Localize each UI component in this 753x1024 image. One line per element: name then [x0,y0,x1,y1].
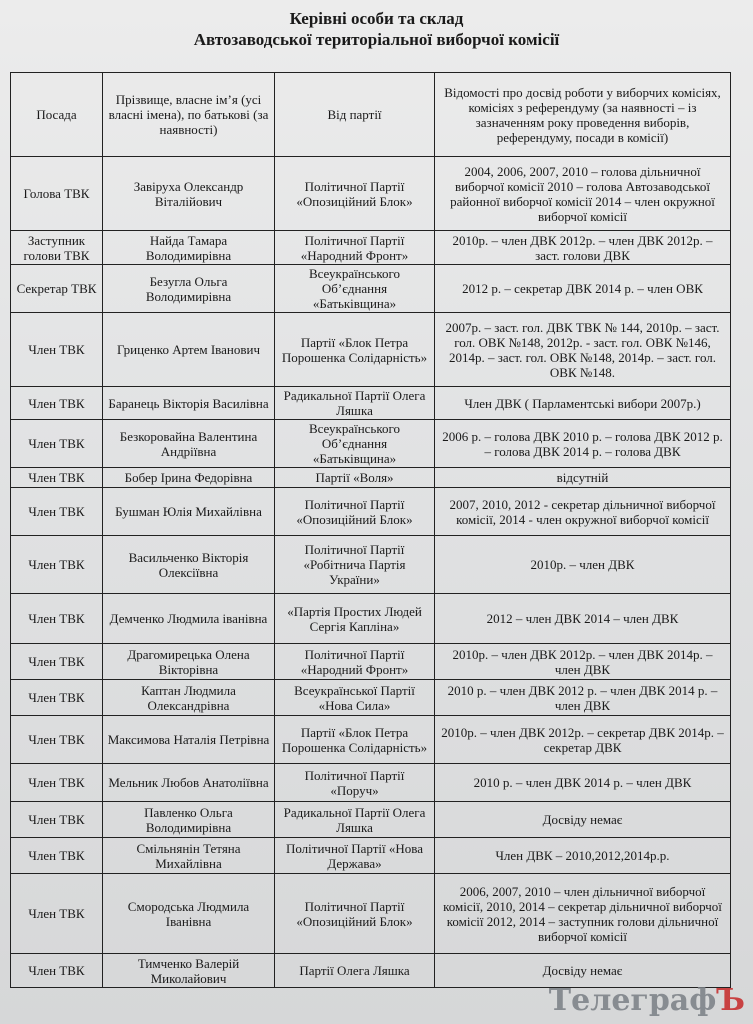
cell-position: Член ТВК [11,420,103,468]
cell-experience: Досвіду немає [435,802,731,838]
cell-experience: відсутній [435,468,731,488]
table-row [11,231,731,265]
cell-party: Партії «Блок Петра Порошенка Солідарність» [275,313,435,387]
table-row [11,488,731,536]
table-header-row [11,73,731,157]
cell-party: Всеукраїнської Партії «Нова Сила» [275,680,435,716]
cell-name: Завіруха Олександр Віталійович [103,157,275,231]
cell-position: Член ТВК [11,387,103,420]
cell-name: Каптан Людмила Олександрівна [103,680,275,716]
cell-experience: 2007р. – заст. гол. ДВК ТВК № 144, 2010р. – заст. гол. ОВК №148, 2012р. - заст. гол. ОВК №146, 2014р. – заст. гол. ОВК №148, 2014р. – заст. гол. ОВК №148. [435,313,731,387]
cell-name: Найда Тамара Володимирівна [103,231,275,265]
cell-position: Член ТВК [11,313,103,387]
cell-party: Партії Олега Ляшка [275,954,435,988]
cell-name: Гриценко Артем Іванович [103,313,275,387]
cell-position: Голова ТВК [11,157,103,231]
table-row [11,536,731,594]
cell-experience: 2006 р. – голова ДВК 2010 р. – голова ДВК 2012 р. – голова ДВК 2014 р. – голова ДВК [435,420,731,468]
table-row [11,680,731,716]
cell-position: Член ТВК [11,536,103,594]
cell-party: Всеукраїнського Об’єднання «Батьківщина» [275,420,435,468]
cell-position: Член ТВК [11,680,103,716]
cell-position: Член ТВК [11,488,103,536]
cell-name: Безугла Ольга Володимирівна [103,265,275,313]
cell-party: Радикальної Партії Олега Ляшка [275,802,435,838]
cell-position: Член ТВК [11,468,103,488]
cell-experience: 2010 р. – член ДВК 2012 р. – член ДВК 2014 р. – член ДВК [435,680,731,716]
cell-name: Васильченко Вікторія Олексіївна [103,536,275,594]
header-name: Прізвище, власне ім’я (усі власні імена), по батькові (за наявності) [103,73,275,157]
cell-position: Член ТВК [11,594,103,644]
cell-name: Баранець Вікторія Василівна [103,387,275,420]
cell-experience: Член ДВК ( Парламентські вибори 2007р.) [435,387,731,420]
header-position: Посада [11,73,103,157]
cell-position: Секретар ТВК [11,265,103,313]
cell-position: Заступник голови ТВК [11,231,103,265]
cell-position: Член ТВК [11,644,103,680]
telegraf-watermark-logo: ТелеграфЪ [548,983,745,1018]
cell-experience: 2010 р. – член ДВК 2014 р. – член ДВК [435,764,731,802]
document-title [0,8,753,50]
cell-party: Політичної Партії «Поруч» [275,764,435,802]
title-line-1: Керівні особи та склад [289,9,464,28]
title-line-2: Автозаводської територіальної виборчої комісії [193,30,560,49]
cell-name: Павленко Ольга Володимирівна [103,802,275,838]
cell-party: Всеукраїнського Об’єднання «Батьківщина» [275,265,435,313]
cell-party: Політичної Партії «Опозиційний Блок» [275,157,435,231]
table-row [11,764,731,802]
commission-table [10,72,731,988]
table-row [11,594,731,644]
cell-name: Бушман Юлія Михайлівна [103,488,275,536]
table-row [11,838,731,874]
table-row [11,387,731,420]
cell-name: Тимченко Валерій Миколайович [103,954,275,988]
cell-name: Бобер Ірина Федорівна [103,468,275,488]
cell-experience: 2010р. – член ДВК 2012р. – секретар ДВК 2014р. – секретар ДВК [435,716,731,764]
cell-name: Демченко Людмила іванівна [103,594,275,644]
cell-experience: 2007, 2010, 2012 - секретар дільничної виборчої комісії, 2014 - член окружної виборчої комісії [435,488,731,536]
cell-position: Член ТВК [11,954,103,988]
table-row [11,644,731,680]
cell-position: Член ТВК [11,764,103,802]
cell-party: Політичної Партії «Нова Держава» [275,838,435,874]
header-experience: Відомості про досвід роботи у виборчих комісіях, комісіях з референдуму (за наявності – із зазначенням року проведення виборів, референдуму, посади в комісії) [435,73,731,157]
cell-experience: 2006, 2007, 2010 – член дільничної виборчої комісії, 2010, 2014 – секретар дільничної виборчої комісії 2012, 2014 – заступник голови дільничної виборчої комісії [435,874,731,954]
cell-party: Політичної Партії «Опозиційний Блок» [275,488,435,536]
cell-experience: 2012 – член ДВК 2014 – член ДВК [435,594,731,644]
cell-experience: 2010р. – член ДВК [435,536,731,594]
cell-party: «Партія Простих Людей Сергія Капліна» [275,594,435,644]
cell-experience: 2010р. – член ДВК 2012р. – член ДВК 2014р. – член ДВК [435,644,731,680]
cell-position: Член ТВК [11,716,103,764]
cell-party: Політичної Партії «Опозиційний Блок» [275,874,435,954]
cell-party: Партії «Воля» [275,468,435,488]
cell-position: Член ТВК [11,874,103,954]
cell-position: Член ТВК [11,838,103,874]
table-row [11,157,731,231]
cell-experience: Досвіду немає [435,954,731,988]
cell-position: Член ТВК [11,802,103,838]
cell-name: Смородська Людмила Іванівна [103,874,275,954]
cell-experience: 2010р. – член ДВК 2012р. – член ДВК 2012р. – заст. голови ДВК [435,231,731,265]
cell-party: Політичної Партії «Народний Фронт» [275,644,435,680]
table-row [11,420,731,468]
cell-party: Політичної Партії «Робітнича Партія України» [275,536,435,594]
header-party: Від партії [275,73,435,157]
cell-name: Смільнянін Тетяна Михайлівна [103,838,275,874]
table-row [11,265,731,313]
cell-party: Політичної Партії «Народний Фронт» [275,231,435,265]
cell-party: Радикальної Партії Олега Ляшка [275,387,435,420]
table-row [11,874,731,954]
cell-experience: 2004, 2006, 2007, 2010 – голова дільничної виборчої комісії 2010 – голова Автозаводської районної виборчої комісії 2014 – член окружної виборчої комісії [435,157,731,231]
cell-name: Мельник Любов Анатоліївна [103,764,275,802]
cell-experience: Член ДВК – 2010,2012,2014р.р. [435,838,731,874]
table-row [11,468,731,488]
table-row [11,802,731,838]
cell-name: Максимова Наталія Петрівна [103,716,275,764]
table-row [11,716,731,764]
cell-party: Партії «Блок Петра Порошенка Солідарність» [275,716,435,764]
table-row [11,313,731,387]
cell-experience: 2012 р. – секретар ДВК 2014 р. – член ОВК [435,265,731,313]
cell-name: Безкоровайна Валентина Андріївна [103,420,275,468]
cell-name: Драгомирецька Олена Вікторівна [103,644,275,680]
